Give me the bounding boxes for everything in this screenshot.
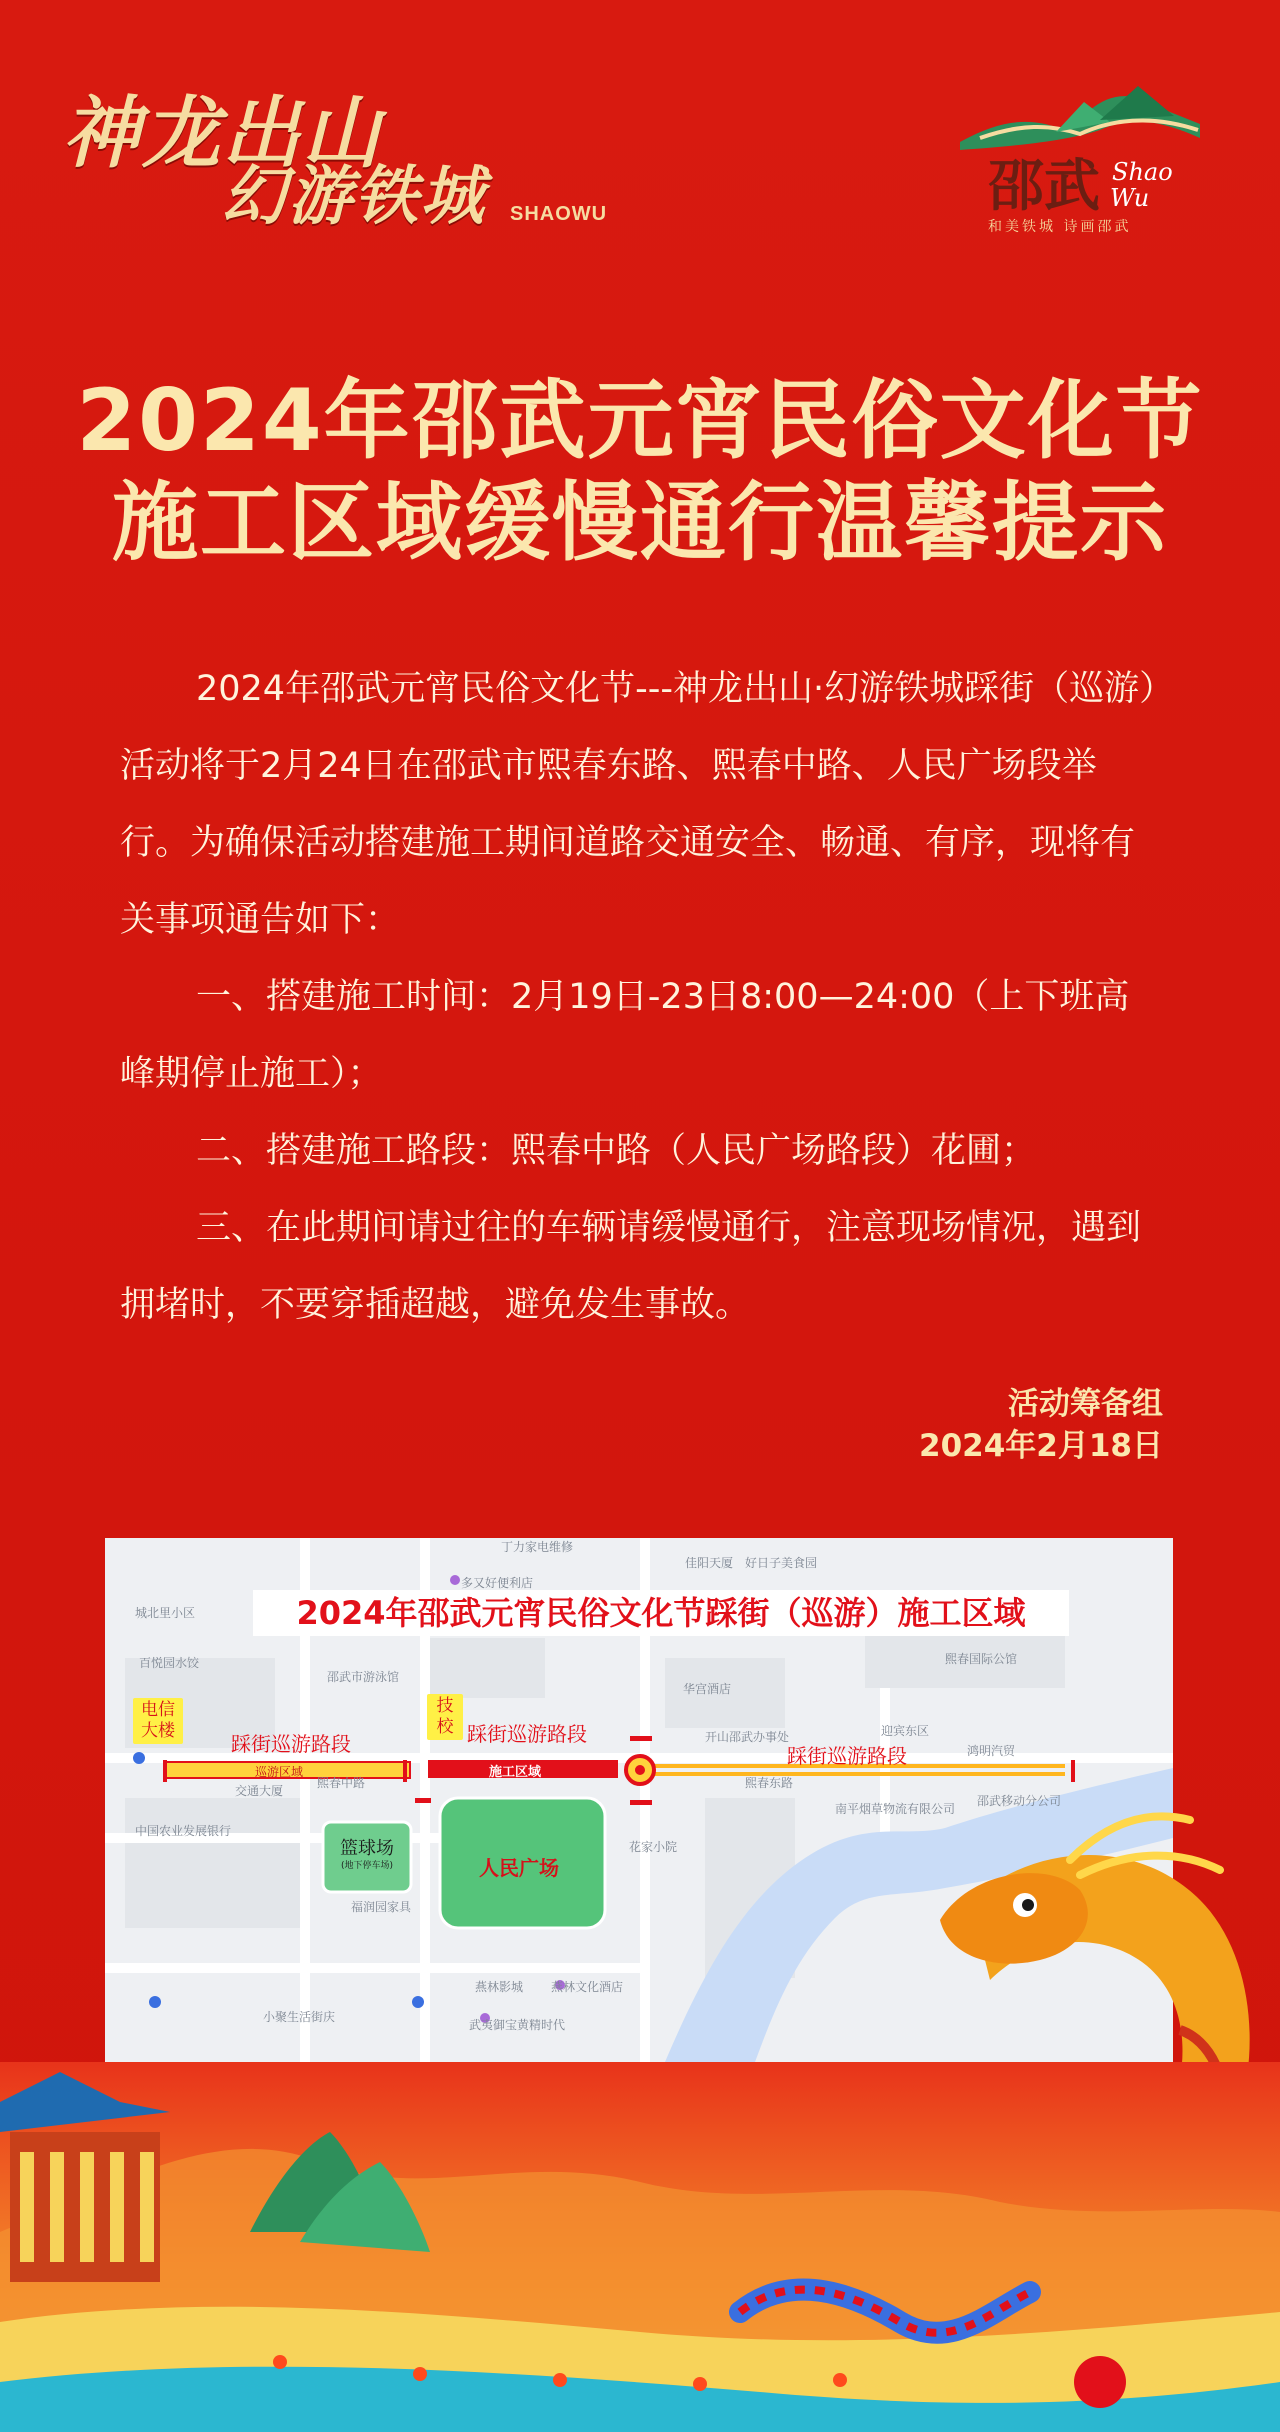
- place-label: 邵武移动分公司: [977, 1794, 1062, 1808]
- place-label: 华宫酒店: [683, 1682, 732, 1696]
- telecom-label: 电信大楼: [133, 1698, 183, 1744]
- place-label: 福润园家具: [351, 1900, 412, 1914]
- brand-logo: [62, 88, 622, 245]
- city-logo: [960, 80, 1200, 240]
- brand-line-1: 神龙出山: [62, 88, 383, 179]
- place-label: 丁力家电维修: [501, 1540, 574, 1554]
- route-label-left: 踩街巡游路段: [231, 1732, 351, 1756]
- court-name: 篮球场: [340, 1838, 394, 1859]
- organizer: 活动筹备组: [1008, 1386, 1163, 1422]
- place-label: 小聚生活街庆: [263, 2010, 336, 2024]
- notice-paragraph: 二、搭建施工路段：熙春中路（人民广场路段）花圃；: [196, 1131, 1037, 1171]
- mountain-icon: [960, 80, 1200, 160]
- place-label: 武夷御宝黄精时代: [469, 2018, 566, 2032]
- notice-paragraph: 三、在此期间请过往的车辆请缓慢通行，注意现场情况，遇到拥堵时，不要穿插超越，避免发生事故。: [120, 1208, 1142, 1325]
- court-sub: (地下停车场): [340, 1861, 394, 1871]
- city-name-en-1: Shao: [1112, 158, 1173, 186]
- place-label: 鸿明汽贸: [967, 1744, 1016, 1758]
- place-label: 好日子美食园: [745, 1556, 818, 1570]
- notice-body: [120, 651, 1162, 1344]
- place-label: 熙春国际公馆: [945, 1652, 1018, 1666]
- city-slogan: 和美铁城 诗画邵武: [988, 219, 1132, 235]
- map-banner: 2024年邵武元宵民俗文化节踩街（巡游）施工区域: [253, 1590, 1069, 1636]
- place-label: 邵武市游泳馆: [327, 1670, 400, 1684]
- route-label-right: 踩街巡游路段: [787, 1744, 907, 1768]
- place-label: 燕林文化酒店: [551, 1980, 624, 1994]
- route-label-mid: 踩街巡游路段: [467, 1722, 587, 1746]
- place-label: 开山邵武办事处: [705, 1730, 790, 1744]
- plaza-label: 人民广场: [479, 1856, 559, 1880]
- city-name-cn: 邵武: [988, 153, 1100, 219]
- court-label: [331, 1838, 403, 1872]
- place-label: 多又好便利店: [461, 1576, 534, 1590]
- construction-zone-label: 施工区域: [489, 1765, 542, 1780]
- parade-zone-label: 巡游区域: [255, 1765, 304, 1779]
- place-label: 迎宾东区: [881, 1724, 930, 1738]
- place-label: 南平烟草物流有限公司: [835, 1802, 956, 1816]
- road-label: 熙春东路: [745, 1776, 794, 1790]
- road-label: 熙春中路: [317, 1776, 366, 1790]
- place-label: 佳阳天厦: [685, 1556, 734, 1570]
- notice-paragraph: 2024年邵武元宵民俗文化节---神龙出山·幻游铁城踩街（巡游）活动将于2月24日在邵武市熙春东路、熙春中路、人民广场段举行。为确保活动搭建施工期间道路交通安全、畅通、有序，现将有关事项通告如下：: [120, 669, 1157, 940]
- title-line-2: 施工区域缓慢通行温馨提示: [112, 473, 1168, 573]
- place-label: 百悦园水饺: [139, 1656, 200, 1670]
- city-name-en-2: Wu: [1110, 184, 1150, 212]
- school-label: 技校: [427, 1694, 463, 1740]
- place-label: 中国农业发展银行: [135, 1824, 232, 1838]
- place-label: 花家小院: [629, 1840, 678, 1854]
- notice-paragraph: 一、搭建施工时间：2月19日-23日8:00—24:00（上下班高峰期停止施工）；: [120, 977, 1130, 1094]
- place-label: 城北里小区: [135, 1606, 196, 1620]
- brand-line-2: 幻游铁城: [222, 159, 486, 234]
- place-label: 交通大厦: [235, 1784, 284, 1798]
- brand-en: SHAOWU: [510, 203, 608, 225]
- place-label: 燕林影城: [475, 1980, 524, 1994]
- notice-date: 2024年2月18日: [919, 1428, 1163, 1464]
- festival-illustration: [0, 2062, 1280, 2432]
- title-line-1: 2024年邵武元宵民俗文化节: [76, 371, 1204, 471]
